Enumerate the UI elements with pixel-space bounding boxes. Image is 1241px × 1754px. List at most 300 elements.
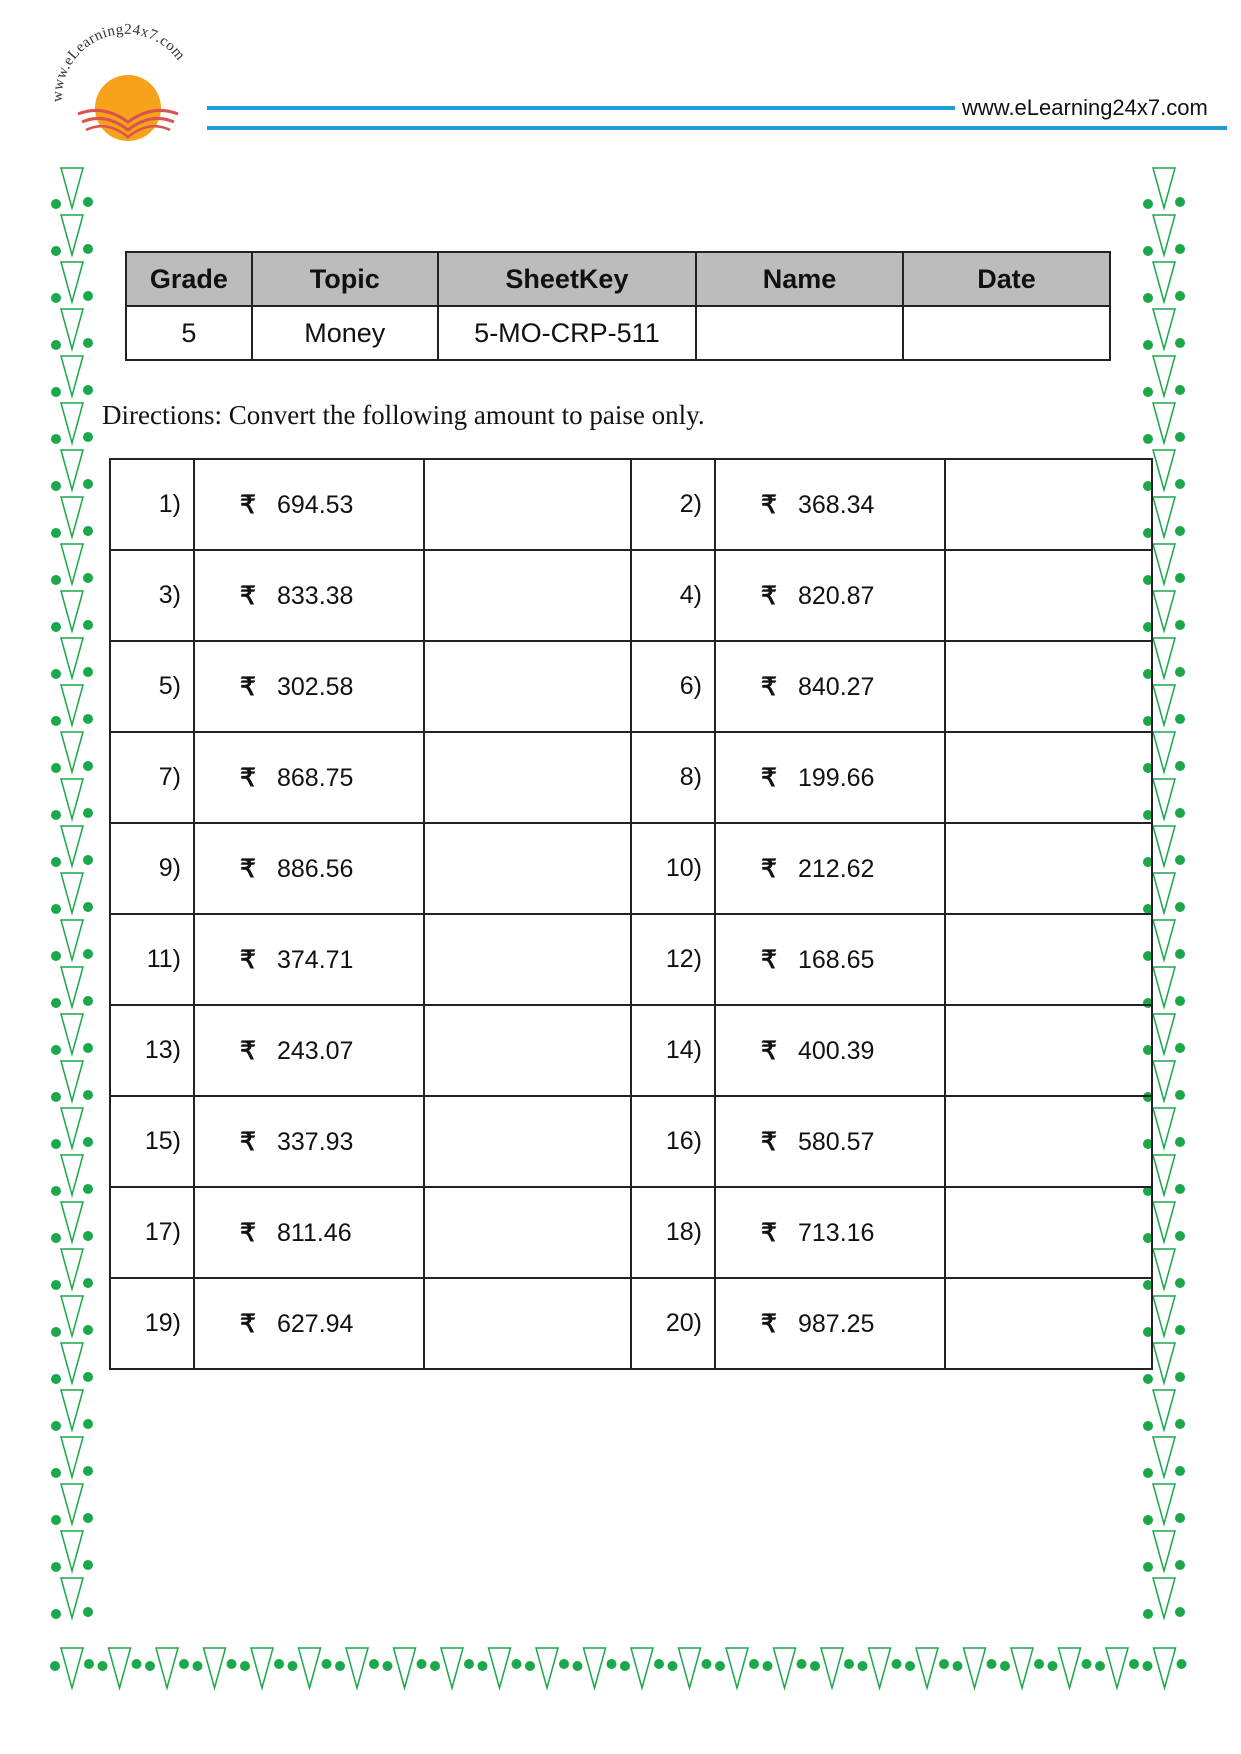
border-triangle [1153, 215, 1175, 255]
border-triangle [61, 450, 83, 490]
question-number: 6) [631, 641, 715, 732]
question-amount-cell [194, 1187, 424, 1278]
site-url: www.eLearning24x7.com [962, 95, 1208, 120]
border-triangle [1153, 873, 1175, 913]
question-number: 18) [631, 1187, 715, 1278]
border-triangle [1153, 779, 1175, 819]
rupee-icon: ₹ [240, 1309, 256, 1338]
border-dot [905, 1661, 915, 1671]
border-triangle [679, 1648, 701, 1688]
border-dot [83, 1137, 93, 1147]
question-row [110, 459, 1152, 550]
question-row [110, 1096, 1152, 1187]
border-dot [1175, 1419, 1185, 1429]
border-triangle [1153, 168, 1175, 208]
border-triangle [1153, 1343, 1175, 1383]
amount-value: 627.94 [277, 1309, 354, 1338]
border-dot [1143, 1562, 1153, 1572]
border-dot [1175, 1137, 1185, 1147]
question-number: 11) [110, 914, 194, 1005]
question-amount-cell [715, 641, 945, 732]
amount-value: 374.71 [277, 945, 354, 974]
rupee-icon: ₹ [761, 854, 777, 883]
question-amount-cell [715, 1187, 945, 1278]
border-triangle [1153, 967, 1175, 1007]
question-amount-cell [715, 1005, 945, 1096]
border-triangle [1153, 403, 1175, 443]
info-table [125, 251, 1111, 361]
border-dot [1143, 1374, 1153, 1384]
border-triangle [61, 356, 83, 396]
border-dot [83, 1278, 93, 1288]
border-dot [573, 1661, 583, 1671]
border-triangle [1153, 685, 1175, 725]
question-number: 10) [631, 823, 715, 914]
question-row [110, 1278, 1152, 1369]
border-triangle [774, 1648, 796, 1688]
border-dot [715, 1661, 725, 1671]
border-dot [51, 1045, 61, 1055]
answer-field[interactable] [424, 1187, 631, 1278]
border-dot [83, 1513, 93, 1523]
border-triangle [1153, 497, 1175, 537]
border-dot [987, 1659, 997, 1669]
border-triangle [1153, 450, 1175, 490]
border-triangle [61, 967, 83, 1007]
border-dot [83, 1466, 93, 1476]
border-dot [844, 1659, 854, 1669]
amount-value: 337.93 [277, 1127, 354, 1156]
border-dot [1175, 1372, 1185, 1382]
border-dot [51, 1374, 61, 1384]
border-dot [1143, 1661, 1153, 1671]
answer-field[interactable] [424, 1005, 631, 1096]
border-dot [1175, 1607, 1185, 1617]
question-amount-cell [715, 550, 945, 641]
border-triangle [1153, 1202, 1175, 1242]
question-number: 20) [631, 1278, 715, 1369]
border-dot [1175, 385, 1185, 395]
border-triangle [1153, 1061, 1175, 1101]
border-triangle [1153, 356, 1175, 396]
amount-value: 168.65 [798, 945, 875, 974]
rupee-icon: ₹ [761, 490, 777, 519]
border-triangle [61, 544, 83, 584]
border-dot [51, 434, 61, 444]
border-dot [335, 1661, 345, 1671]
rupee-icon: ₹ [240, 1127, 256, 1156]
border-triangle [61, 262, 83, 302]
question-amount-cell [194, 1278, 424, 1369]
question-number: 17) [110, 1187, 194, 1278]
border-triangle [61, 1296, 83, 1336]
border-dot [512, 1659, 522, 1669]
sheetkey-header: SheetKey [438, 252, 696, 306]
border-dot [417, 1659, 427, 1669]
answer-field[interactable] [424, 732, 631, 823]
border-triangle [61, 873, 83, 913]
border-triangle [821, 1648, 843, 1688]
border-dot [1095, 1661, 1105, 1671]
border-dot [1175, 1560, 1185, 1570]
border-triangle [61, 309, 83, 349]
border-triangle [1153, 1390, 1175, 1430]
question-amount-cell [715, 459, 945, 550]
border-triangle [964, 1648, 986, 1688]
border-dot [1175, 761, 1185, 771]
border-dot [1177, 1659, 1187, 1669]
border-dot [1175, 1043, 1185, 1053]
border-dot [83, 432, 93, 442]
answer-field[interactable] [945, 823, 1152, 914]
border-triangle [1153, 1578, 1175, 1618]
border-dot [1143, 340, 1153, 350]
border-dot [83, 573, 93, 583]
border-dot [51, 1327, 61, 1337]
border-dot [98, 1661, 108, 1671]
question-row [110, 1187, 1152, 1278]
border-triangle [109, 1648, 131, 1688]
border-dot [1175, 1278, 1185, 1288]
border-triangle [299, 1648, 321, 1688]
border-dot [83, 338, 93, 348]
border-triangle [1153, 826, 1175, 866]
rupee-icon: ₹ [761, 945, 777, 974]
border-dot [83, 667, 93, 677]
border-triangle [1153, 309, 1175, 349]
border-triangle [204, 1648, 226, 1688]
border-dot [51, 340, 61, 350]
border-triangle [1153, 920, 1175, 960]
border-triangle [1106, 1648, 1128, 1688]
date-field[interactable] [903, 306, 1110, 360]
grade-header: Grade [126, 252, 252, 306]
border-dot [1175, 1466, 1185, 1476]
directions-text: Directions: Convert the following amount to paise only. [102, 400, 705, 430]
grade-value: 5 [126, 306, 252, 360]
border-dot [83, 244, 93, 254]
border-dot [83, 1090, 93, 1100]
border-dot [50, 1661, 60, 1671]
border-dot [1082, 1659, 1092, 1669]
question-amount-cell [715, 823, 945, 914]
question-row [110, 823, 1152, 914]
rupee-icon: ₹ [240, 490, 256, 519]
answer-field[interactable] [424, 459, 631, 550]
border-dot [83, 808, 93, 818]
question-amount-cell [194, 823, 424, 914]
border-dot [464, 1659, 474, 1669]
border-triangle [1153, 1155, 1175, 1195]
question-number: 12) [631, 914, 715, 1005]
border-dot [83, 526, 93, 536]
amount-value: 987.25 [798, 1309, 875, 1338]
border-dot [939, 1659, 949, 1669]
border-triangle [61, 732, 83, 772]
border-dot [1175, 573, 1185, 583]
border-dot [1175, 808, 1185, 818]
topic-header: Topic [252, 252, 438, 306]
border-dot [83, 949, 93, 959]
answer-field[interactable] [424, 641, 631, 732]
border-dot [892, 1659, 902, 1669]
border-triangle [726, 1648, 748, 1688]
border-dot [83, 1043, 93, 1053]
sheetkey-value: 5-MO-CRP-511 [438, 306, 696, 360]
border-triangle [61, 1484, 83, 1524]
info-value-row [126, 306, 1110, 360]
border-dot [83, 197, 93, 207]
answer-field[interactable] [945, 1096, 1152, 1187]
question-amount-cell [194, 641, 424, 732]
border-dot [810, 1661, 820, 1671]
border-dot [51, 857, 61, 867]
border-dot [51, 1139, 61, 1149]
border-dot [51, 1421, 61, 1431]
name-header: Name [696, 252, 903, 306]
border-dot [749, 1659, 759, 1669]
border-dot [83, 996, 93, 1006]
border-dot [51, 998, 61, 1008]
answer-field[interactable] [424, 823, 631, 914]
border-dot [702, 1659, 712, 1669]
border-triangle [1059, 1648, 1081, 1688]
border-triangle [61, 1343, 83, 1383]
border-dot [1175, 1090, 1185, 1100]
border-triangle [61, 1390, 83, 1430]
border-dot [145, 1661, 155, 1671]
rupee-icon: ₹ [240, 581, 256, 610]
question-amount-cell [194, 1096, 424, 1187]
amount-value: 840.27 [798, 672, 875, 701]
amount-value: 400.39 [798, 1036, 875, 1065]
border-dot [51, 246, 61, 256]
amount-value: 212.62 [798, 854, 875, 883]
border-dot [51, 387, 61, 397]
border-triangle [1153, 1296, 1175, 1336]
question-number: 4) [631, 550, 715, 641]
border-dot [51, 528, 61, 538]
border-dot [763, 1661, 773, 1671]
border-dot [1175, 526, 1185, 536]
border-triangle [584, 1648, 606, 1688]
question-amount-cell [715, 914, 945, 1005]
logo-arc-text: www.eLearning24x7.com [49, 22, 189, 103]
border-triangle [1153, 1437, 1175, 1477]
border-dot [1175, 1513, 1185, 1523]
border-dot [1175, 197, 1185, 207]
border-dot [83, 479, 93, 489]
answer-field[interactable] [424, 914, 631, 1005]
border-triangle [61, 1108, 83, 1148]
answer-field[interactable] [945, 1005, 1152, 1096]
answer-field[interactable] [945, 1278, 1152, 1369]
answer-field[interactable] [424, 550, 631, 641]
border-triangle [1153, 638, 1175, 678]
border-dot [51, 716, 61, 726]
border-dot [953, 1661, 963, 1671]
border-dot [83, 1231, 93, 1241]
border-dot [51, 199, 61, 209]
border-triangle [346, 1648, 368, 1688]
answer-field[interactable] [424, 1096, 631, 1187]
border-triangle [869, 1648, 891, 1688]
question-amount-cell [194, 550, 424, 641]
border-triangle [61, 591, 83, 631]
border-dot [430, 1661, 440, 1671]
question-number: 9) [110, 823, 194, 914]
border-triangle [1153, 591, 1175, 631]
question-number: 3) [110, 550, 194, 641]
question-number: 5) [110, 641, 194, 732]
question-row [110, 732, 1152, 823]
border-dot [322, 1659, 332, 1669]
amount-value: 368.34 [798, 490, 875, 519]
amount-value: 199.66 [798, 763, 875, 792]
question-amount-cell [194, 914, 424, 1005]
border-dot [1175, 996, 1185, 1006]
border-dot [83, 620, 93, 630]
border-dot [1143, 434, 1153, 444]
rupee-icon: ₹ [240, 1218, 256, 1247]
border-dot [274, 1659, 284, 1669]
border-triangle [61, 779, 83, 819]
border-dot [51, 1233, 61, 1243]
border-dot [84, 1659, 94, 1669]
question-number: 7) [110, 732, 194, 823]
border-dot [1175, 855, 1185, 865]
border-dot [1175, 1184, 1185, 1194]
border-dot [654, 1659, 664, 1669]
border-dot [1175, 432, 1185, 442]
border-dot [51, 481, 61, 491]
amount-value: 833.38 [277, 581, 354, 610]
border-dot [1129, 1659, 1139, 1669]
rupee-icon: ₹ [761, 763, 777, 792]
border-dot [1143, 293, 1153, 303]
amount-value: 811.46 [277, 1218, 352, 1247]
border-dot [51, 1280, 61, 1290]
border-dot [83, 385, 93, 395]
border-dot [51, 293, 61, 303]
border-dot [1175, 1231, 1185, 1241]
border-triangle [916, 1648, 938, 1688]
border-dot [1175, 667, 1185, 677]
border-dot [1143, 1421, 1153, 1431]
border-dot [1048, 1661, 1058, 1671]
border-triangle [251, 1648, 273, 1688]
answer-field[interactable] [945, 1187, 1152, 1278]
border-triangle [1154, 1648, 1176, 1688]
border-dot [1000, 1661, 1010, 1671]
border-dot [1175, 714, 1185, 724]
border-triangle [61, 168, 83, 208]
border-triangle [61, 1648, 83, 1688]
border-dot [51, 622, 61, 632]
border-dot [1143, 1515, 1153, 1525]
question-amount-cell [194, 459, 424, 550]
border-dot [369, 1659, 379, 1669]
rupee-icon: ₹ [240, 763, 256, 792]
border-dot [83, 714, 93, 724]
question-amount-cell [194, 732, 424, 823]
name-field[interactable] [696, 306, 903, 360]
border-dot [858, 1661, 868, 1671]
topic-value: Money [252, 306, 438, 360]
border-triangle [61, 920, 83, 960]
border-dot [1143, 246, 1153, 256]
border-dot [83, 1372, 93, 1382]
border-triangle [1153, 544, 1175, 584]
border-triangle [61, 1531, 83, 1571]
answer-field[interactable] [945, 914, 1152, 1005]
border-dot [1175, 620, 1185, 630]
rupee-icon: ₹ [240, 945, 256, 974]
border-dot [83, 1325, 93, 1335]
border-triangle [61, 1202, 83, 1242]
border-dot [83, 902, 93, 912]
border-dot [1175, 479, 1185, 489]
answer-field[interactable] [945, 550, 1152, 641]
border-dot [1175, 291, 1185, 301]
border-triangle [1153, 1014, 1175, 1054]
border-triangle [489, 1648, 511, 1688]
border-triangle [61, 826, 83, 866]
border-dot [51, 1515, 61, 1525]
answer-field[interactable] [945, 732, 1152, 823]
border-dot [288, 1661, 298, 1671]
rupee-icon: ₹ [761, 672, 777, 701]
border-triangle [394, 1648, 416, 1688]
border-dot [51, 1186, 61, 1196]
question-number: 15) [110, 1096, 194, 1187]
border-triangle [1153, 732, 1175, 772]
border-dot [1175, 902, 1185, 912]
amount-value: 868.75 [277, 763, 354, 792]
border-dot [83, 1607, 93, 1617]
border-triangle [536, 1648, 558, 1688]
question-amount-cell [715, 1278, 945, 1369]
answer-field[interactable] [945, 641, 1152, 732]
border-triangle [156, 1648, 178, 1688]
border-dot [383, 1661, 393, 1671]
amount-value: 694.53 [277, 490, 354, 519]
question-amount-cell [715, 732, 945, 823]
border-dot [193, 1661, 203, 1671]
question-amount-cell [715, 1096, 945, 1187]
border-dot [1175, 244, 1185, 254]
border-triangle [1153, 262, 1175, 302]
border-dot [51, 1562, 61, 1572]
rupee-icon: ₹ [761, 1309, 777, 1338]
amount-value: 886.56 [277, 854, 354, 883]
border-dot [1175, 1325, 1185, 1335]
border-dot [1034, 1659, 1044, 1669]
border-dot [1175, 338, 1185, 348]
border-dot [51, 904, 61, 914]
amount-value: 243.07 [277, 1036, 354, 1065]
question-number: 2) [631, 459, 715, 550]
answer-field[interactable] [424, 1278, 631, 1369]
answer-field[interactable] [945, 459, 1152, 550]
info-header-row [126, 252, 1110, 306]
border-dot [620, 1661, 630, 1671]
question-number: 1) [110, 459, 194, 550]
question-number: 13) [110, 1005, 194, 1096]
rupee-icon: ₹ [240, 1036, 256, 1065]
amount-value: 820.87 [798, 581, 875, 610]
border-dot [1143, 387, 1153, 397]
